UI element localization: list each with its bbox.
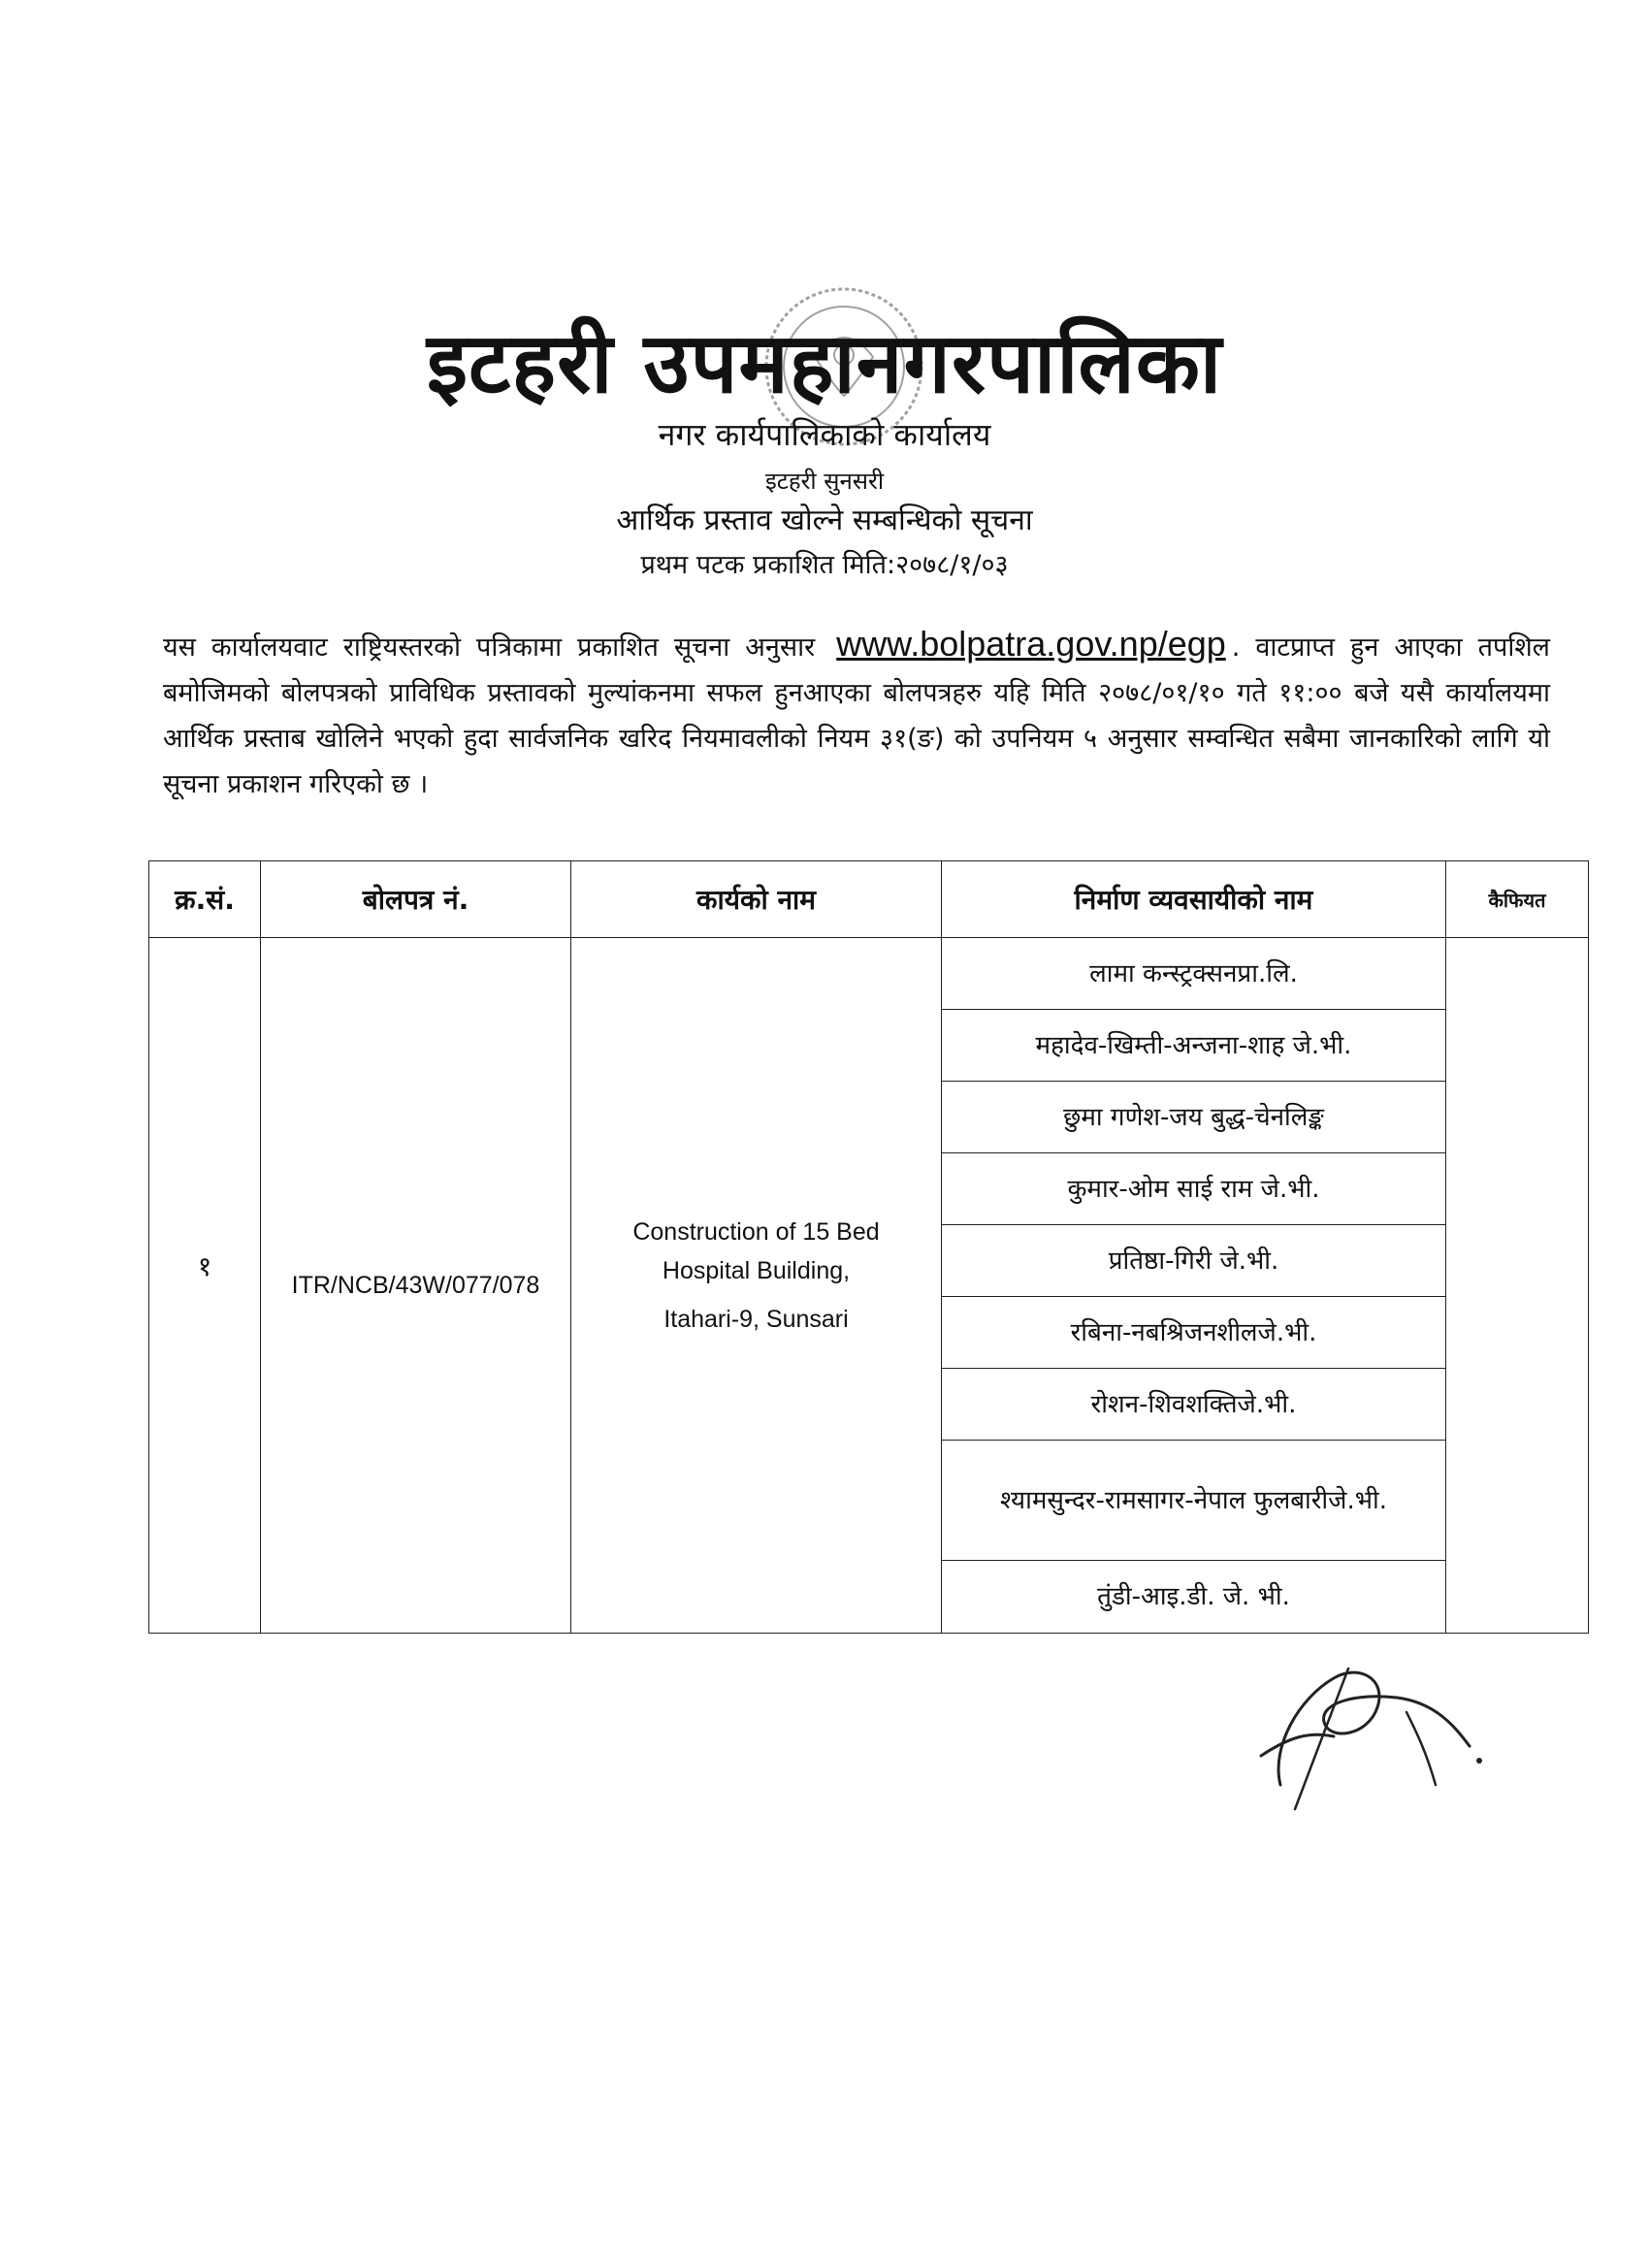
publish-date: प्रथम पटक प्रकाशित मिति:२०७८/१/०३ xyxy=(640,550,1009,580)
contractor-item: महादेव-खिम्ती-अन्जना-शाह जे.भी. xyxy=(942,1010,1445,1082)
municipality-title: इटहरी उपमहानगरपालिका xyxy=(426,315,1223,412)
contractor-item: कुमार-ओम साई राम जे.भी. xyxy=(942,1153,1445,1225)
header-bid-no: बोलपत्र नं. xyxy=(261,861,571,938)
bid-table xyxy=(148,860,1589,1634)
contractor-item: रबिना-नबश्रिजनशीलजे.भी. xyxy=(942,1297,1445,1369)
row-remarks xyxy=(1446,938,1589,1634)
paragraph-text-before: यस कार्यालयवाट राष्ट्रियस्तरको पत्रिकामा प्रकाशित सूचना अनुसार xyxy=(163,632,816,663)
header-remarks: कैफियत xyxy=(1446,861,1589,938)
contractor-item: छुमा गणेश-जय बुद्ध-चेनलिङ्क xyxy=(942,1082,1445,1153)
office-name: नगर कार्यपालिकाको कार्यालय xyxy=(658,416,991,453)
contractor-item: लामा कन्स्ट्रक्सनप्रा.लि. xyxy=(942,938,1445,1010)
work-line-2: Hospital Building, xyxy=(662,1257,851,1284)
row-work-name xyxy=(571,938,942,1634)
paragraph-text-after: . वाटप्राप्त हुन आएका तपशिल बमोजिमको बोलपत्रको प्राविधिक प्रस्तावको मुल्यांकनमा सफल हुनआएका बोलपत्रहरु यहि मिति २०७८/०१/१० गते ११:०० बजे यसै कार्यालयमा आर्थिक प्रस्ताब खोलिने भएको हुदा सार्वजनिक खरिद नियमावलीको नियम ३१(ङ) को उपनियम ५ अनुसार सम्वन्धित सबैमा जानकारिको लागि यो सूचना प्रकाशन गरिएको छ । xyxy=(163,632,1550,799)
notice-title: आर्थिक प्रस्ताव खोल्ने सम्बन्धिको सूचना xyxy=(616,503,1033,537)
header-work-name: कार्यको नाम xyxy=(571,861,942,938)
notice-paragraph xyxy=(163,621,1550,807)
contractor-item: रोशन-शिवशक्तिजे.भी. xyxy=(942,1369,1445,1441)
row-contractors xyxy=(942,938,1446,1634)
signature-icon xyxy=(1242,1639,1494,1814)
table-row xyxy=(149,938,1589,1634)
row-sn: १ xyxy=(149,938,261,1634)
contractor-item: प्रतिष्ठा-गिरी जे.भी. xyxy=(942,1225,1445,1297)
work-line-1: Construction of 15 Bed xyxy=(632,1218,880,1246)
contractor-item: तुंडी-आइ.डी. जे. भी. xyxy=(1097,1582,1290,1611)
header-contractor: निर्माण व्यवसायीको नाम xyxy=(942,861,1446,938)
bolpatra-link[interactable]: www.bolpatra.gov.np/egp xyxy=(836,624,1226,664)
contractor-item: श्यामसुन्दर-रामसागर-नेपाल फुलबारीजे.भी. xyxy=(942,1441,1445,1561)
row-bid-no: ITR/NCB/43W/077/078 xyxy=(261,938,571,1634)
office-location: इटहरी सुनसरी xyxy=(764,468,885,495)
table-header-row xyxy=(149,861,1589,938)
header-sn: क्र.सं. xyxy=(149,861,261,938)
work-line-3: Itahari-9, Sunsari xyxy=(663,1306,849,1333)
